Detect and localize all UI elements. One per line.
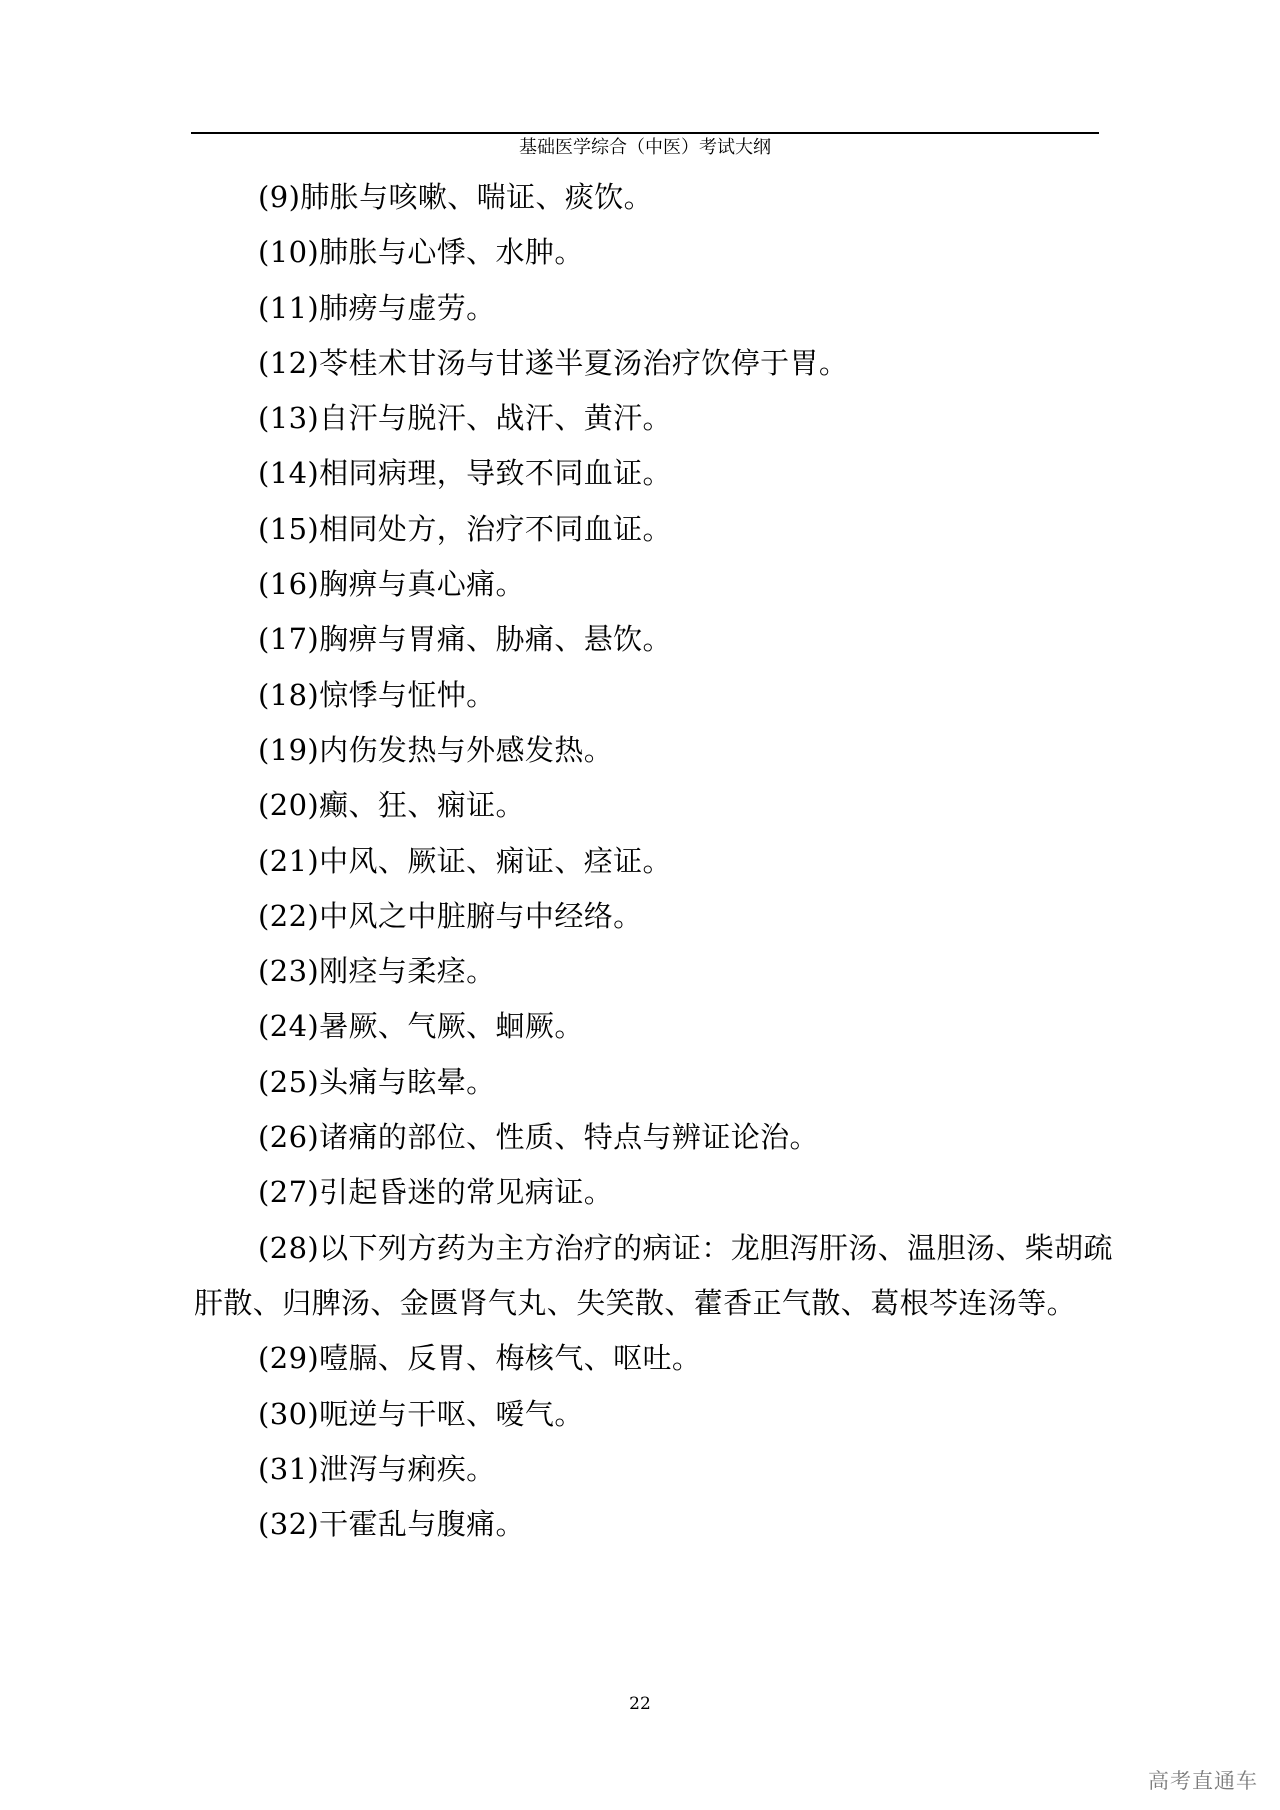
list-item: (26)诸痛的部位、性质、特点与辨证论治。: [258, 1120, 819, 1155]
list-item: (32)干霍乱与腹痛。: [258, 1507, 525, 1542]
list-item: (17)胸痹与胃痛、胁痛、悬饮。: [258, 622, 672, 657]
list-item: (23)刚痉与柔痉。: [258, 954, 496, 989]
header-rule: [191, 132, 1099, 134]
page-number: 22: [629, 1694, 651, 1714]
list-item: (21)中风、厥证、痫证、痉证。: [258, 843, 672, 878]
list-item: (31)泄泻与痢疾。: [258, 1451, 496, 1486]
list-item: (30)呃逆与干呕、嗳气。: [258, 1396, 584, 1431]
list-item: (19)内伤发热与外感发热。: [258, 732, 614, 767]
list-item: (27)引起昏迷的常见病证。: [258, 1175, 614, 1210]
list-item: (11)肺痨与虚劳。: [258, 290, 496, 325]
list-item: (9)肺胀与咳嗽、喘证、痰饮。: [258, 180, 654, 214]
list-item: (13)自汗与脱汗、战汗、黄汗。: [258, 401, 672, 436]
header-title: 基础医学综合（中医）考试大纲: [519, 137, 771, 158]
list-item: (29)噎膈、反胃、梅核气、呕吐。: [258, 1341, 702, 1376]
list-item: (22)中风之中脏腑与中经络。: [258, 898, 643, 933]
list-item: (20)癫、狂、痫证。: [258, 788, 525, 823]
list-item: (25)头痛与眩晕。: [258, 1064, 496, 1099]
list-item: (18)惊悸与怔忡。: [258, 677, 496, 712]
list-item: (14)相同病理，导致不同血证。: [258, 456, 672, 491]
list-item: (10)肺胀与心悸、水肿。: [258, 235, 584, 270]
watermark: 高考直通车: [1148, 1769, 1258, 1793]
list-item: (16)胸痹与真心痛。: [258, 567, 525, 602]
outline-list: [194, 170, 1134, 1552]
list-item: (15)相同处方，治疗不同血证。: [258, 511, 672, 546]
list-item: (12)苓桂术甘汤与甘遂半夏汤治疗饮停于胃。: [258, 345, 849, 380]
list-item: (24)暑厥、气厥、蛔厥。: [258, 1009, 584, 1044]
list-item: (28)以下列方药为主方治疗的病证：龙胆泻肝汤、温胆汤、柴胡疏肝散、归脾汤、金匮肾气丸、失笑散、藿香正气散、葛根芩连汤等。: [194, 1230, 1113, 1320]
